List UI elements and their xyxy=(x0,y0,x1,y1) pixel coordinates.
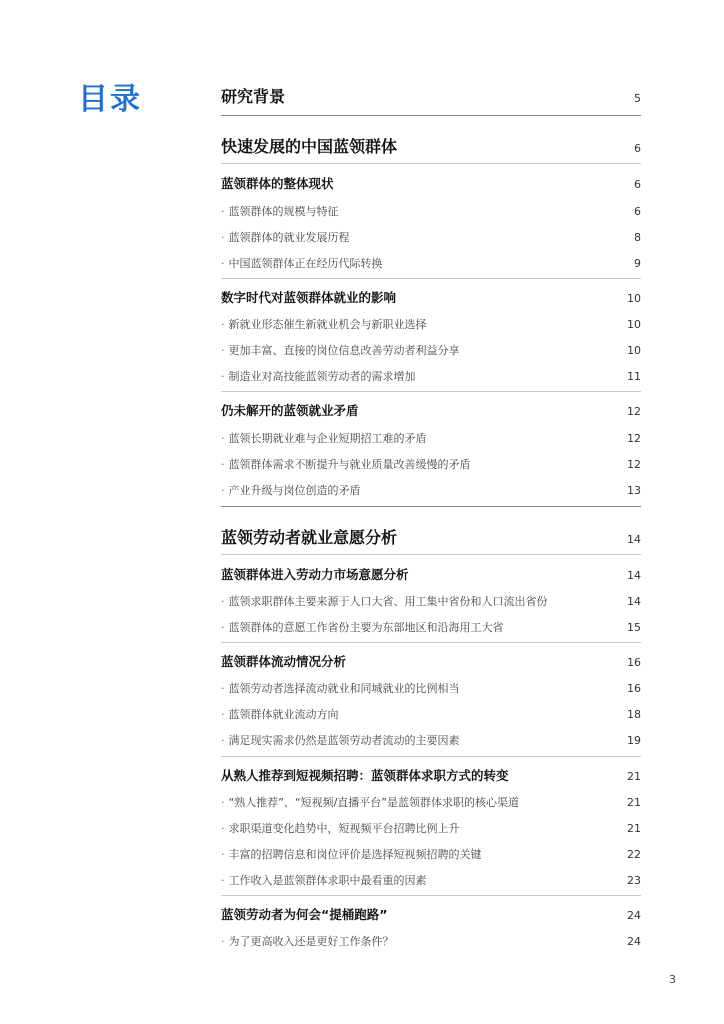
toc-entry-level-2[interactable] xyxy=(221,288,641,306)
toc-entry-level-3[interactable] xyxy=(221,430,641,446)
divider xyxy=(221,163,641,164)
toc-entry-page: 5 xyxy=(634,92,641,105)
toc-entry-title: 中国蓝领群体正在经历代际转换 xyxy=(228,257,383,270)
toc-entry-level-3[interactable] xyxy=(221,706,641,722)
toc-entry-page: 22 xyxy=(627,848,641,861)
toc-entry-title: 工作收入是蓝领群体求职中最看重的因素 xyxy=(228,874,427,887)
toc-entry-level-1[interactable] xyxy=(221,525,641,548)
toc-entry-page: 12 xyxy=(627,405,641,418)
toc-entry-title: 新就业形态催生新就业机会与新职业选择 xyxy=(228,318,427,331)
bullet-icon: · xyxy=(221,708,225,721)
bullet-icon: · xyxy=(221,595,225,608)
toc-entry-page: 14 xyxy=(627,595,641,608)
toc-entry-level-1[interactable] xyxy=(221,84,641,107)
toc-entry-title: 蓝领群体的整体现状 xyxy=(221,176,334,191)
bullet-icon: · xyxy=(221,874,225,887)
bullet-icon: · xyxy=(221,257,225,270)
bullet-icon: · xyxy=(221,344,225,357)
divider xyxy=(221,895,641,896)
toc-entry-page: 15 xyxy=(627,621,641,634)
toc-entry-title: 蓝领群体的就业发展历程 xyxy=(228,231,350,244)
bullet-icon: · xyxy=(221,848,225,861)
toc-entry-title: 蓝领群体的规模与特征 xyxy=(228,205,339,218)
toc-entry-level-2[interactable] xyxy=(221,652,641,670)
toc-entry-page: 21 xyxy=(627,796,641,809)
toc-entry-title: 蓝领群体的意愿工作省份主要为东部地区和沿海用工大省 xyxy=(228,621,504,634)
toc-entry-level-3[interactable] xyxy=(221,619,641,635)
bullet-icon: · xyxy=(221,484,225,497)
divider xyxy=(221,506,641,507)
toc-entry-level-2[interactable] xyxy=(221,401,641,419)
toc-entry-title: 蓝领群体进入劳动力市场意愿分析 xyxy=(221,567,409,582)
toc-entry-level-3[interactable] xyxy=(221,482,641,498)
toc-entry-page: 6 xyxy=(634,178,641,191)
toc-entry-title: 为了更高收入还是更好工作条件？ xyxy=(228,935,394,948)
toc-entry-page: 6 xyxy=(634,142,641,155)
bullet-icon: · xyxy=(221,318,225,331)
toc-entry-level-2[interactable] xyxy=(221,174,641,192)
divider xyxy=(221,115,641,116)
toc-entry-page: 16 xyxy=(627,682,641,695)
toc-entry-page: 24 xyxy=(627,935,641,948)
bullet-icon: · xyxy=(221,621,225,634)
divider xyxy=(221,642,641,643)
toc-entry-title: 蓝领劳动者选择流动就业和同城就业的比例相当 xyxy=(228,682,460,695)
toc-entry-level-3[interactable] xyxy=(221,316,641,332)
toc-entry-page: 13 xyxy=(627,484,641,497)
toc-entry-page: 12 xyxy=(627,432,641,445)
toc-entry-title: 求职渠道变化趋势中，短视频平台招聘比例上升 xyxy=(228,822,460,835)
toc-entry-level-3[interactable] xyxy=(221,933,641,949)
toc-entry-title: 更加丰富、直接的岗位信息改善劳动者利益分享 xyxy=(228,344,460,357)
toc-entry-level-3[interactable] xyxy=(221,203,641,219)
toc-entry-level-1[interactable] xyxy=(221,134,641,157)
toc-entry-page: 21 xyxy=(627,770,641,783)
toc-entry-title: 蓝领劳动者为何会“提桶跑路” xyxy=(221,907,388,922)
toc-entry-level-3[interactable] xyxy=(221,872,641,888)
bullet-icon: · xyxy=(221,370,225,383)
toc-entry-page: 6 xyxy=(634,205,641,218)
toc-entry-title: 数字时代对蓝领群体就业的影响 xyxy=(221,290,397,305)
toc-entry-title: 仍未解开的蓝领就业矛盾 xyxy=(221,403,359,418)
toc-entry-level-3[interactable] xyxy=(221,229,641,245)
toc-entry-title: 从熟人推荐到短视频招聘：蓝领群体求职方式的转变 xyxy=(221,768,509,783)
toc-entry-level-3[interactable] xyxy=(221,456,641,472)
toc-entry-title: 蓝领群体就业流动方向 xyxy=(228,708,339,721)
toc-entry-title: 蓝领群体流动情况分析 xyxy=(221,654,347,669)
toc-entry-page: 19 xyxy=(627,734,641,747)
toc-entry-level-2[interactable] xyxy=(221,766,641,784)
toc-entry-title: 蓝领求职群体主要来源于人口大省、用工集中省份和人口流出省份 xyxy=(228,595,548,608)
toc-entry-page: 10 xyxy=(627,318,641,331)
bullet-icon: · xyxy=(221,458,225,471)
toc-entry-title: 产业升级与岗位创造的矛盾 xyxy=(228,484,361,497)
toc-entry-page: 14 xyxy=(627,569,641,582)
bullet-icon: · xyxy=(221,432,225,445)
toc-entry-page: 14 xyxy=(627,533,641,546)
bullet-icon: · xyxy=(221,935,225,948)
toc-entry-title: 满足现实需求仍然是蓝领劳动者流动的主要因素 xyxy=(228,734,460,747)
bullet-icon: · xyxy=(221,796,225,809)
toc-entry-level-3[interactable] xyxy=(221,680,641,696)
bullet-icon: · xyxy=(221,205,225,218)
toc-entry-level-2[interactable] xyxy=(221,905,641,923)
toc-entry-page: 10 xyxy=(627,344,641,357)
toc-entry-level-3[interactable] xyxy=(221,820,641,836)
bullet-icon: · xyxy=(221,734,225,747)
toc-entry-title: 研究背景 xyxy=(221,87,286,106)
toc-entry-title: 蓝领劳动者就业意愿分析 xyxy=(221,528,398,547)
divider xyxy=(221,554,641,555)
toc-entry-level-2[interactable] xyxy=(221,565,641,583)
bullet-icon: · xyxy=(221,682,225,695)
divider xyxy=(221,756,641,757)
toc-entry-page: 11 xyxy=(627,370,641,383)
toc-entry-page: 9 xyxy=(634,257,641,270)
toc-heading: 目录 xyxy=(78,82,142,117)
toc-entry-level-3[interactable] xyxy=(221,794,641,810)
toc-entry-level-3[interactable] xyxy=(221,255,641,271)
toc-entry-page: 16 xyxy=(627,656,641,669)
bullet-icon: · xyxy=(221,231,225,244)
bullet-icon: · xyxy=(221,822,225,835)
table-of-contents xyxy=(221,0,641,1024)
toc-entry-title: 快速发展的中国蓝领群体 xyxy=(221,137,398,156)
toc-entry-level-3[interactable] xyxy=(221,368,641,384)
toc-entry-title: 蓝领长期就业难与企业短期招工难的矛盾 xyxy=(228,432,427,445)
toc-entry-page: 24 xyxy=(627,909,641,922)
divider xyxy=(221,391,641,392)
toc-entry-page: 10 xyxy=(627,292,641,305)
toc-entry-level-3[interactable] xyxy=(221,846,641,862)
toc-entry-level-3[interactable] xyxy=(221,732,641,748)
toc-entry-level-3[interactable] xyxy=(221,593,641,609)
toc-entry-page: 12 xyxy=(627,458,641,471)
toc-entry-page: 23 xyxy=(627,874,641,887)
page-number: 3 xyxy=(669,973,676,986)
toc-entry-title: “熟人推荐”、“短视频/直播平台”是蓝领群体求职的核心渠道 xyxy=(228,796,519,809)
toc-entry-page: 18 xyxy=(627,708,641,721)
toc-entry-title: 丰富的招聘信息和岗位评价是选择短视频招聘的关键 xyxy=(228,848,482,861)
toc-entry-page: 21 xyxy=(627,822,641,835)
toc-entry-title: 制造业对高技能蓝领劳动者的需求增加 xyxy=(228,370,416,383)
toc-entry-page: 8 xyxy=(634,231,641,244)
toc-entry-level-3[interactable] xyxy=(221,342,641,358)
toc-entry-title: 蓝领群体需求不断提升与就业质量改善缓慢的矛盾 xyxy=(228,458,471,471)
divider xyxy=(221,278,641,279)
